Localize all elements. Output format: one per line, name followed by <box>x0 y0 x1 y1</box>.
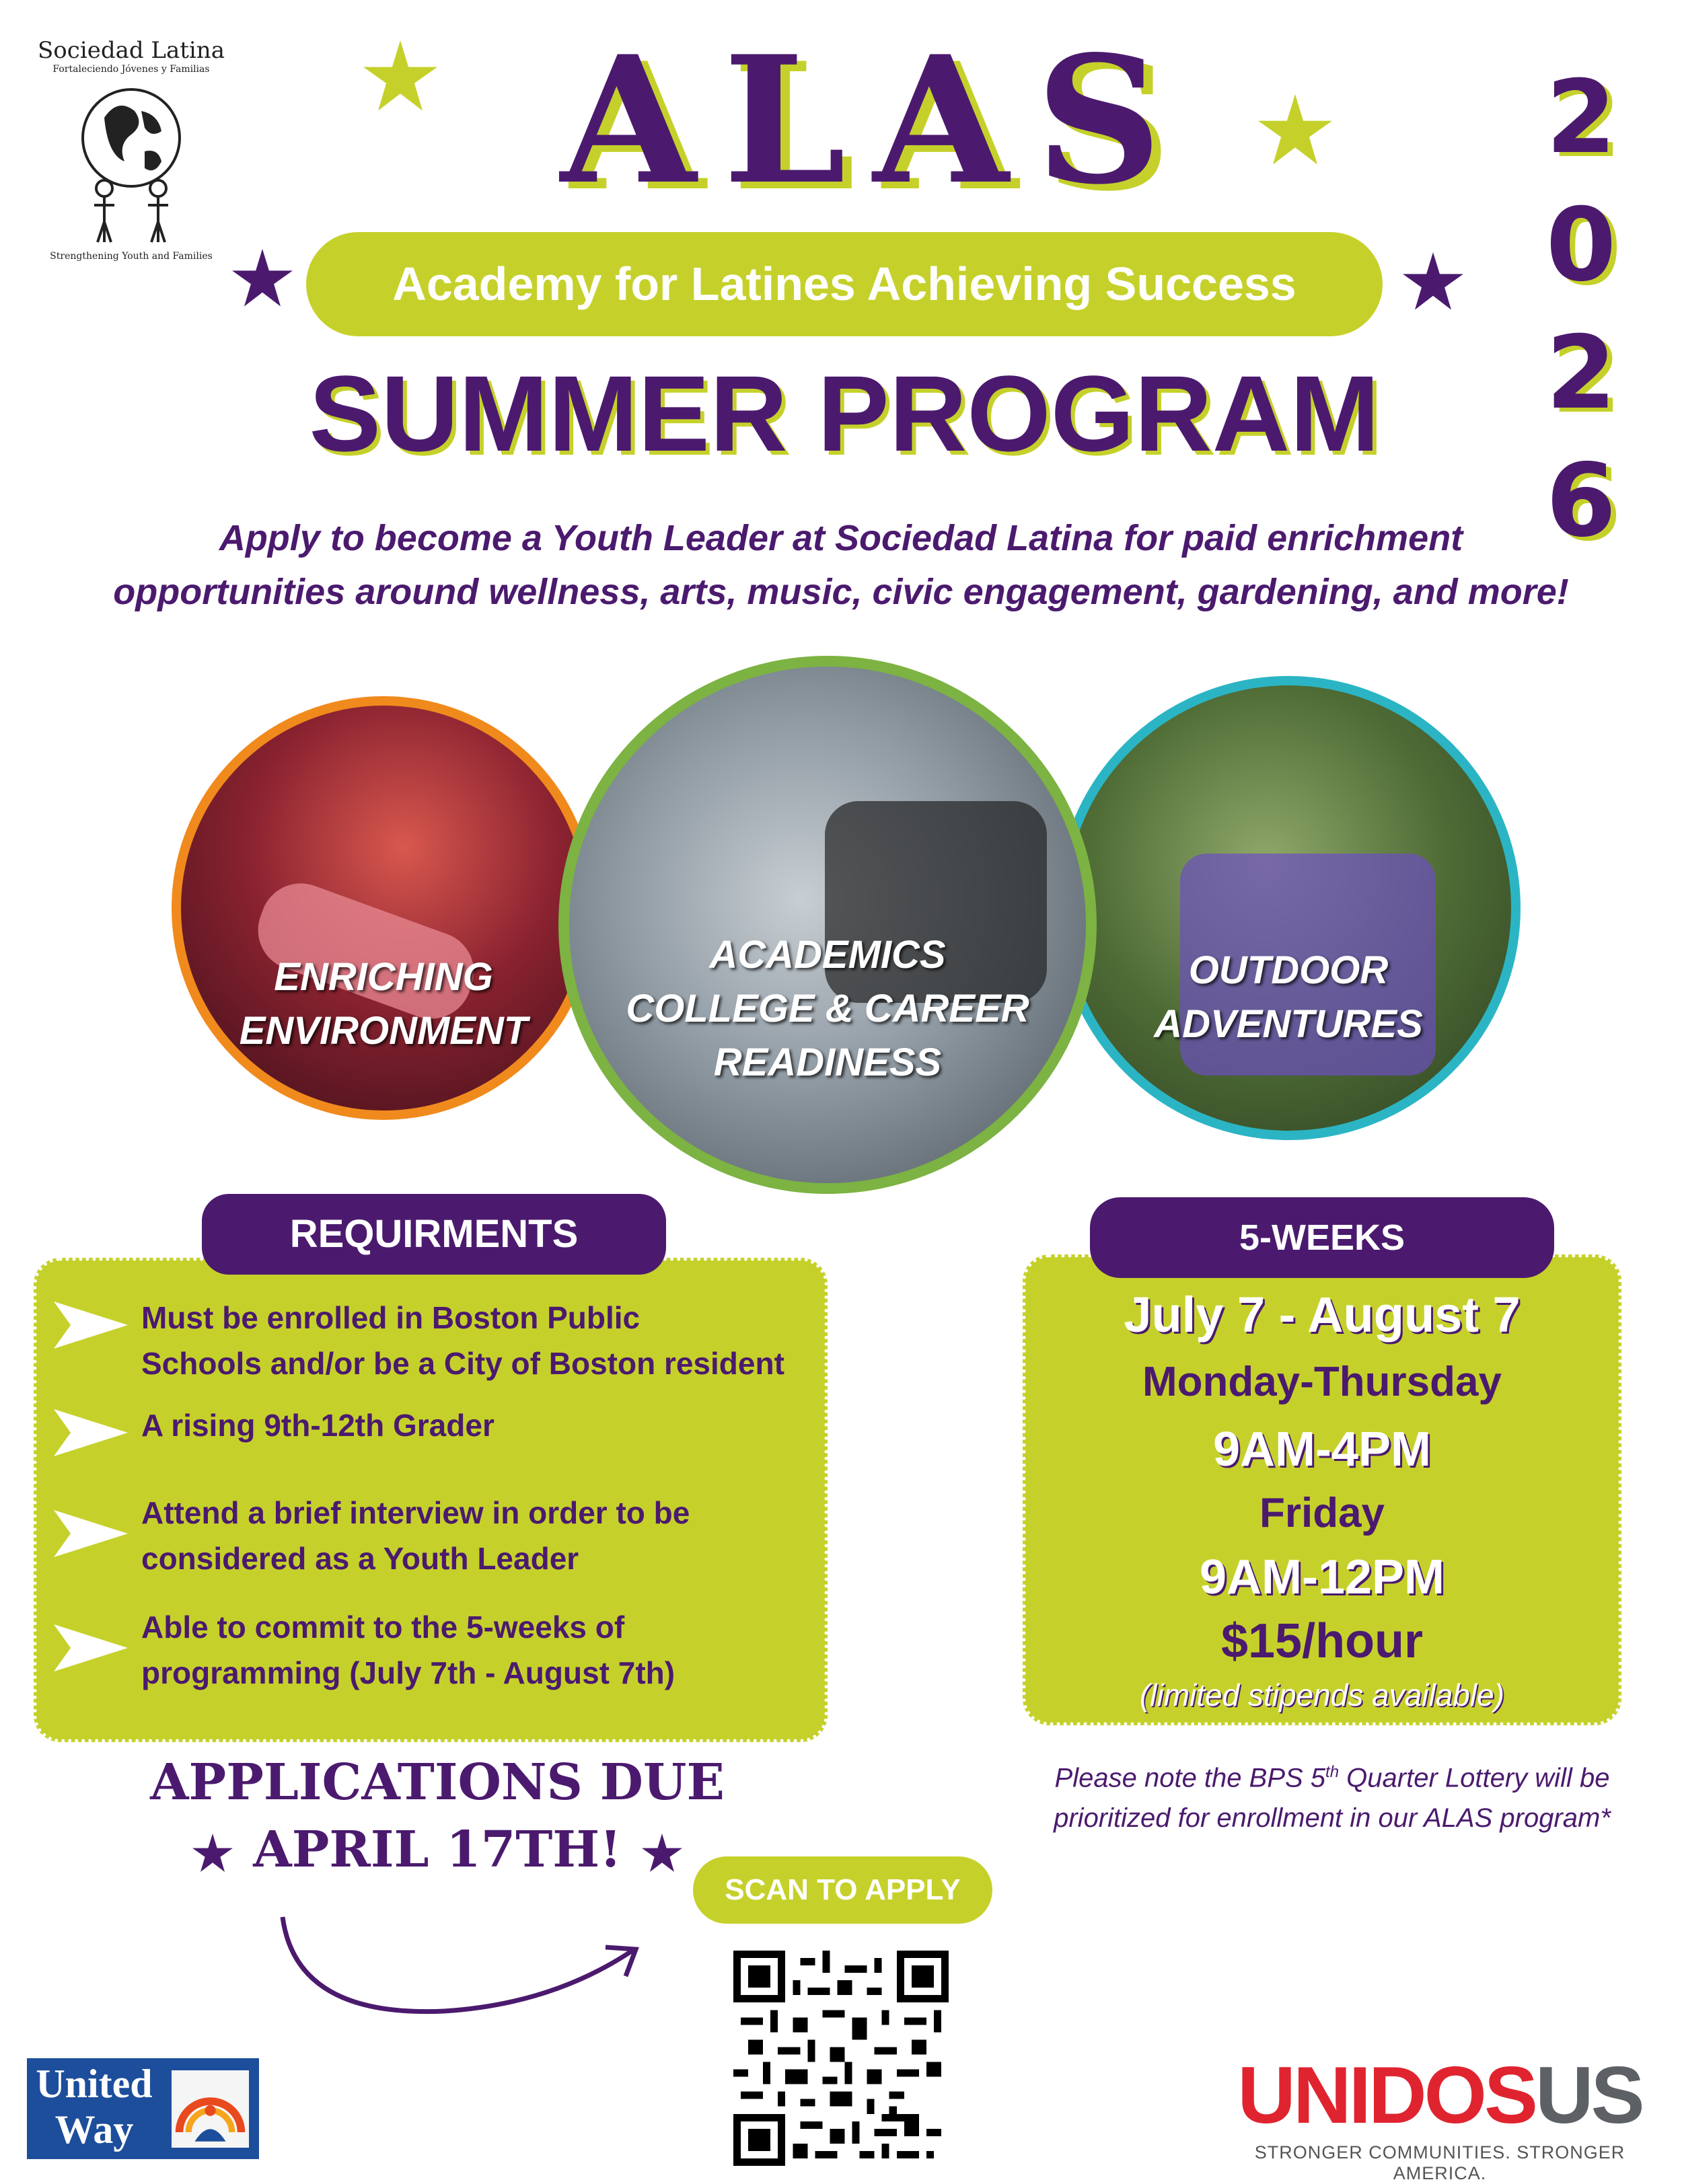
intro-text <box>101 511 1581 619</box>
requirement-line: Able to commit to the 5-weeks of <box>141 1610 625 1645</box>
weekday-hours: 9AM-4PM <box>1212 1423 1432 1476</box>
unidos-tagline: STRONGER COMMUNITIES. STRONGER AMERICA. <box>1254 2142 1625 2183</box>
duration-header: 5-WEEKS <box>1090 1197 1554 1278</box>
year-digit: 2 <box>1545 315 1617 432</box>
requirement-item <box>54 1402 821 1463</box>
weekday-label: Monday-Thursday <box>1142 1359 1502 1405</box>
requirement-line: A rising 9th-12th Grader <box>141 1408 495 1443</box>
circle-label: OUTDOOR <box>1188 948 1389 992</box>
requirement-line: Attend a brief interview in order to be <box>141 1495 690 1530</box>
requirement-item <box>54 1295 821 1396</box>
qr-code-icon[interactable] <box>733 1951 949 2166</box>
arrow-icon <box>54 1510 128 1557</box>
star-icon <box>642 1834 682 1874</box>
circle-label: ENVIRONMENT <box>239 1009 528 1053</box>
arrow-icon <box>54 1302 128 1349</box>
united-way-logo <box>27 2058 259 2159</box>
outdoor-adventures-circle <box>1056 676 1521 1140</box>
lottery-note <box>1009 1752 1655 1838</box>
united-way-line: United <box>36 2062 153 2106</box>
requirement-line: Schools and/or be a City of Boston resident <box>141 1346 784 1381</box>
circle-label: READINESS <box>713 1041 942 1084</box>
requirement-line: considered as a Youth Leader <box>141 1541 579 1576</box>
requirement-item <box>54 1490 821 1591</box>
academics-circle <box>558 656 1097 1194</box>
note-line <box>1009 1752 1655 1798</box>
circle-label: ACADEMICS <box>709 933 946 977</box>
logo-name: Sociedad Latina <box>38 37 225 64</box>
program-subtitle: Academy for Latines Achieving Success <box>306 232 1383 336</box>
logo-tagline-en: Strengthening Youth and Families <box>50 251 213 262</box>
friday-hours: 9AM-12PM <box>1199 1550 1445 1604</box>
star-icon <box>363 40 437 114</box>
united-way-line: Way <box>54 2107 134 2152</box>
unidos-part: UNID <box>1237 2050 1424 2140</box>
circle-label: COLLEGE & CAREER <box>626 987 1029 1030</box>
year-digit: 0 <box>1545 187 1617 304</box>
requirement-item <box>54 1604 821 1705</box>
note-text: Please note the BPS 5 <box>1054 1763 1326 1793</box>
unidos-part: OS <box>1424 2050 1535 2140</box>
deadline <box>101 1749 774 1883</box>
intro-line: opportunities around wellness, arts, music, civic engagement, gardening, and more! <box>113 572 1569 612</box>
note-line: prioritized for enrollment in our ALAS program* <box>1054 1803 1611 1834</box>
scan-to-apply-label: SCAN TO APPLY <box>693 1856 992 1924</box>
guitar-photo <box>247 872 486 1030</box>
year-digit: 6 <box>1545 443 1617 560</box>
summer-program-heading: SUMMER PROGRAM <box>309 353 1380 474</box>
hourly-pay: $15/hour <box>1220 1614 1424 1668</box>
note-text: Quarter Lottery will be <box>1339 1763 1610 1793</box>
logo-tagline-es: Fortaleciendo Jóvenes y Familias <box>52 64 210 75</box>
pay-note: (limited stipends available) <box>1139 1678 1505 1712</box>
united-way-text <box>27 2061 161 2152</box>
year-digit: 2 <box>1545 59 1617 176</box>
star-icon <box>232 249 293 309</box>
qr-code[interactable] <box>733 1951 949 2166</box>
circle-label: ADVENTURES <box>1154 1002 1423 1046</box>
requirement-line: Must be enrolled in Boston Public <box>141 1300 641 1335</box>
sociedad-latina-logo <box>30 37 232 266</box>
deadline-line: APPLICATIONS DUE <box>150 1754 725 1811</box>
requirement-line: programming (July 7th - August 7th) <box>141 1655 675 1690</box>
united-way-emblem-icon <box>172 2070 249 2148</box>
unidos-part: US <box>1535 2050 1642 2140</box>
program-dates: July 7 - August 7 <box>1124 1287 1521 1343</box>
requirements-header: REQUIRMENTS <box>202 1194 666 1275</box>
arrow-icon <box>54 1409 128 1456</box>
enriching-environment-circle <box>172 696 595 1120</box>
circle-label: ENRICHING <box>274 955 493 999</box>
program-year <box>1527 54 1635 565</box>
friday-label: Friday <box>1259 1490 1385 1536</box>
curved-arrow-icon <box>269 1897 659 2031</box>
star-icon <box>192 1834 233 1874</box>
deadline-line <box>101 1816 774 1883</box>
program-title: ALAS <box>560 18 1190 223</box>
unidos-us-logo <box>1218 2051 1662 2139</box>
arrow-icon <box>54 1624 128 1671</box>
star-icon <box>1403 252 1463 313</box>
deadline-date: APRIL 17TH! <box>253 1821 622 1879</box>
note-superscript: th <box>1325 1763 1340 1781</box>
intro-line: Apply to become a Youth Leader at Sociedad Latina for paid enrichment <box>219 518 1463 558</box>
